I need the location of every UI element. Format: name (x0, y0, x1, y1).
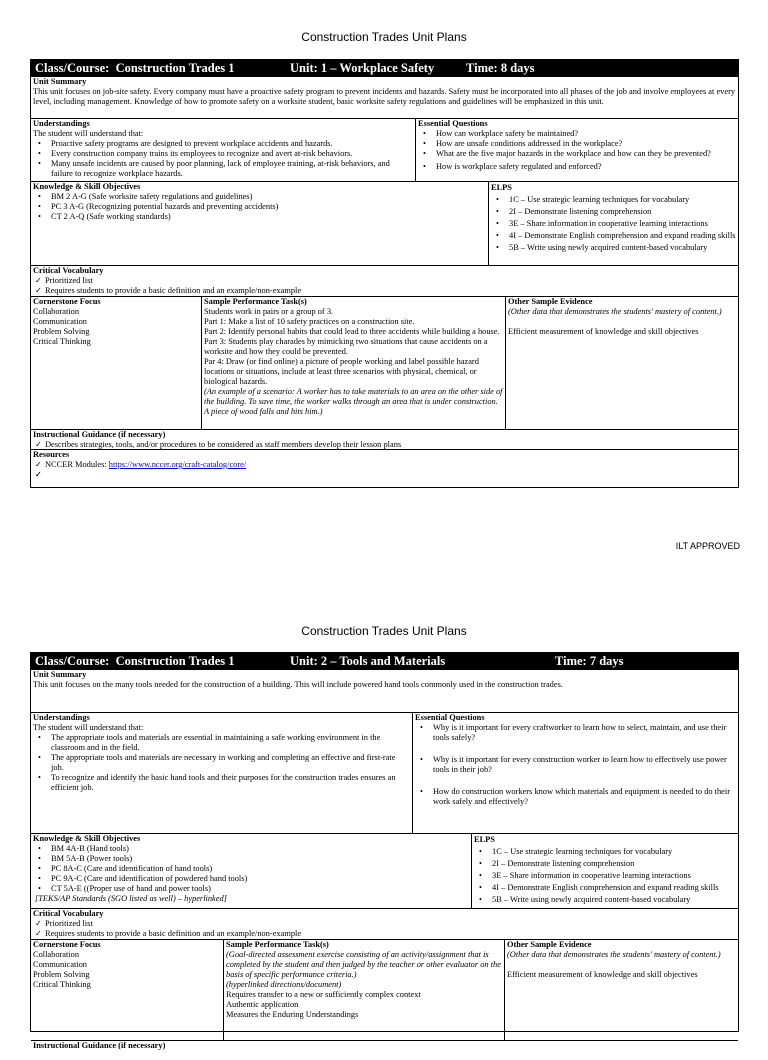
ksa-row (31, 181, 738, 265)
other-sample-evidence (505, 297, 738, 429)
sample-performance-tasks (201, 297, 505, 429)
section-heading: Cornerstone Focus (33, 940, 101, 949)
unit-summary (31, 77, 738, 118)
section-heading: Other Sample Evidence (508, 297, 593, 306)
unit-header (31, 653, 738, 670)
list-item: • 5B – Write using newly acquired content-based vocabulary (491, 242, 736, 254)
section-heading: Resources (33, 450, 70, 459)
list-item: • Why is it important for every construction worker to learn how to effectively use power tools in their job? (415, 755, 736, 775)
other-sample-evidence (504, 940, 738, 1040)
essential-questions (415, 119, 738, 181)
list-item: • Proactive safety programs are designed to prevent workplace accidents and hazards. (33, 139, 413, 149)
list-item: • The appropriate tools and materials are necessary in working and completing an effective and first-rate job. (33, 753, 410, 773)
elps (488, 182, 738, 265)
section-heading: Unit Summary (33, 77, 87, 86)
list-item: • 1C – Use strategic learning techniques for vocabulary (474, 846, 736, 858)
unit-time: Time: 8 days (466, 61, 535, 75)
understandings-intro: The student will understand that: (33, 723, 144, 732)
unit-name: Unit: 2 – Tools and Materials (290, 654, 446, 668)
list-item: • 2I – Demonstrate listening comprehension (474, 858, 736, 870)
list-item: ✓ Describes strategies, tools, and/or procedures to be considered as staff members develop their lesson plans (33, 440, 736, 449)
list-item: • The appropriate tools and materials are essential in maintaining a safe working environment in the classroom and in the field. (33, 733, 410, 753)
list-item: Critical Thinking (33, 337, 91, 346)
list-item: • BM 4A-B (Hand tools) (33, 844, 469, 854)
evidence-text: Efficient measurement of knowledge and skill objectives (507, 970, 698, 979)
list-item: Critical Thinking (33, 980, 91, 989)
unit-header (31, 60, 738, 77)
section-heading: Unit Summary (33, 670, 87, 679)
resource-item: ✓ NCCER Modules: https://www.nccer.org/craft-catalog/core/ (33, 460, 736, 470)
unit-name: Unit: 1 – Workplace Safety (290, 61, 435, 75)
knowledge-skill-objectives (31, 834, 471, 908)
section-heading: Critical Vocabulary (33, 266, 104, 275)
task-line: Par 4: Draw (or find online) a picture of people working and label possible hazard locations or situations, include at least three scenarios with physical, chemical, or biological hazards. (204, 357, 479, 386)
list-item: • How are unsafe conditions addressed in the workplace? (418, 139, 736, 149)
understandings-intro: The student will understand that: (33, 129, 144, 138)
critical-vocabulary (31, 265, 738, 296)
performance-row (31, 939, 738, 1040)
section-heading: Essential Questions (415, 713, 485, 722)
essential-questions (412, 713, 738, 833)
task-example: (An example of a scenario: A worker has to take materials to an area on the other side of the building. To save time, the worker walks through an area that is under construction. A piece of wood falls and hits him.) (204, 387, 503, 416)
ilt-approved: ILT APPROVED (675, 541, 740, 551)
list-item: • 3E – Share information in cooperative learning interactions (491, 218, 736, 230)
task-line: Authentic application (226, 1000, 299, 1009)
section-heading: Knowledge & Skill Objectives (33, 834, 141, 843)
section-heading: Cornerstone Focus (33, 297, 101, 306)
list-item: • To recognize and identify the basic hand tools and their purposes for the construction trades ensures an efficient job. (33, 773, 410, 793)
section-heading: Understandings (33, 713, 90, 722)
section-heading: Knowledge & Skill Objectives (33, 182, 141, 191)
unit-time: Time: 7 days (555, 654, 624, 668)
list-item: ✓ Requires students to provide a basic definition and an example/non-example (33, 929, 736, 939)
list-item: ✓ Requires students to provide a basic definition and an example/non-example (33, 286, 736, 296)
list-item: • BM 5A-B (Power tools) (33, 854, 469, 864)
list-item: • CT 2 A-Q (Safe working standards) (33, 212, 486, 222)
list-item: • 1C – Use strategic learning techniques for vocabulary (491, 194, 736, 206)
task-line: Part 3: Students play charades by mimicking two situations that cause accidents on a worksite and how they could be prevented. (204, 337, 488, 356)
class-course: Class/Course: Construction Trades 1 (35, 61, 235, 75)
section-heading: Essential Questions (418, 119, 488, 128)
unit-2-table (30, 652, 739, 1050)
list-item: • 2I – Demonstrate listening comprehension (491, 206, 736, 218)
understandings-row (31, 712, 738, 833)
list-item: • 4I – Demonstrate English comprehension and expand reading skills (491, 230, 736, 242)
list-item: • 3E – Share information in cooperative learning interactions (474, 870, 736, 882)
list-item: • How is workplace safety regulated and enforced? (418, 162, 736, 172)
page-title: Construction Trades Unit Plans (301, 624, 467, 638)
list-item: • PC 3 A-G (Recognizing potential hazards and preventing accidents) (33, 202, 486, 212)
section-heading: ELPS (474, 835, 495, 844)
list-item: Problem Solving (33, 327, 90, 336)
ksa-row (31, 833, 738, 908)
section-heading: Instructional Guidance (if necessary) (33, 1041, 166, 1050)
unit-1-table (30, 59, 739, 488)
section-heading: ELPS (491, 183, 512, 192)
task-description: (Goal-directed assessment exercise consisting of an activity/assignment that is completed by the student and then judged by the teacher or other evaluator on the basis of specific performance criteria.) (226, 950, 501, 979)
performance-row (31, 296, 738, 429)
section-heading: Critical Vocabulary (33, 909, 104, 918)
section-heading: Sample Performance Task(s) (204, 297, 307, 306)
list-item: • PC 9A-C (Care and identification of powdered hand tools) (33, 874, 469, 884)
understandings (31, 713, 412, 833)
list-item: • What are the five major hazards in the workplace and how can they be prevented? (418, 149, 736, 159)
list-item: • PC 8A-C (Care and identification of hand tools) (33, 864, 469, 874)
task-line: Students work in pairs or a group of 3. (204, 307, 334, 316)
list-item: ✓ Prioritized list (33, 276, 736, 286)
evidence-note: (Other data that demonstrates the students' mastery of content.) (508, 307, 722, 316)
list-item: • Many unsafe incidents are caused by poor planning, lack of employee training, at-risk behaviors, and failure to recognize workplace hazards. (33, 159, 413, 179)
list-item: • 5B – Write using newly acquired content-based vocabulary (474, 894, 736, 906)
instructional-guidance (31, 1040, 738, 1060)
section-heading: Understandings (33, 119, 90, 128)
task-line: Part 1: Make a list of 10 safety practices on a construction site. (204, 317, 415, 326)
knowledge-skill-objectives (31, 182, 488, 265)
list-item: • How can workplace safety be maintained? (418, 129, 736, 139)
page-title: Construction Trades Unit Plans (301, 30, 467, 44)
list-item: • Why is it important for every craftworker to learn how to select, maintain, and use their tools safely? (415, 723, 736, 743)
task-line: Measures the Enduring Understandings (226, 1010, 359, 1019)
nccer-link[interactable]: https://www.nccer.org/craft-catalog/core/ (108, 460, 247, 469)
evidence-text: Efficient measurement of knowledge and skill objectives (508, 327, 699, 336)
section-heading: Other Sample Evidence (507, 940, 592, 949)
list-item: Collaboration (33, 307, 80, 316)
section-heading: Sample Performance Task(s) (226, 940, 329, 949)
list-item: • How do construction workers know which materials and equipment is needed to do their work safely and effectively? (415, 787, 736, 807)
understandings-row (31, 118, 738, 181)
critical-vocabulary (31, 908, 738, 939)
list-item: Collaboration (33, 950, 80, 959)
ksa-note: [TEKS/AP Standards (SGO listed as well) – hyperlinked] (35, 894, 227, 903)
elps (471, 834, 738, 908)
list-item: • 4I – Demonstrate English comprehension and expand reading skills (474, 882, 736, 894)
list-item: • CT 5A-E ((Proper use of hand and power tools) (33, 884, 469, 894)
task-directions: (hyperlinked directions/document) (226, 980, 342, 989)
summary-text: This unit focuses on the many tools needed for the construction of a building. This will include powered hand tools commonly used in the construction trades. (33, 680, 563, 689)
cornerstone-focus (31, 297, 201, 429)
understandings (31, 119, 415, 181)
task-line: Requires transfer to a new or sufficiently complex context (226, 990, 421, 999)
summary-text: This unit focuses on job-site safety. Every company must have a proactive safety program to prevent incidents and hazards. Safety must be incorporated into all phases of the job and involve employees at every level, including management. Knowledge of how to promote safety on a worksite student, basic worksite safety regulations and guidelines will be emphasized in this unit. (33, 87, 736, 106)
unit-summary (31, 670, 738, 712)
resources (31, 449, 738, 491)
class-course: Class/Course: Construction Trades 1 (35, 654, 235, 668)
instructional-guidance (31, 429, 738, 449)
list-item: • Every construction company trains its employees to recognize and avert at-risk behaviors. (33, 149, 413, 159)
list-item: • BM 2 A-G (Safe worksite safety regulations and guidelines) (33, 192, 486, 202)
list-item: Communication (33, 317, 87, 326)
task-line: Part 2: Identify personal habits that could lead to three accidents while building a house. (204, 327, 500, 336)
evidence-note: (Other data that demonstrates the students' mastery of content.) (507, 950, 721, 959)
list-item: Communication (33, 960, 87, 969)
sample-performance-tasks (223, 940, 504, 1040)
list-item: Problem Solving (33, 970, 90, 979)
section-heading: Instructional Guidance (if necessary) (33, 430, 166, 439)
cornerstone-focus (31, 940, 223, 1040)
list-item: ✓ Prioritized list (33, 919, 736, 929)
